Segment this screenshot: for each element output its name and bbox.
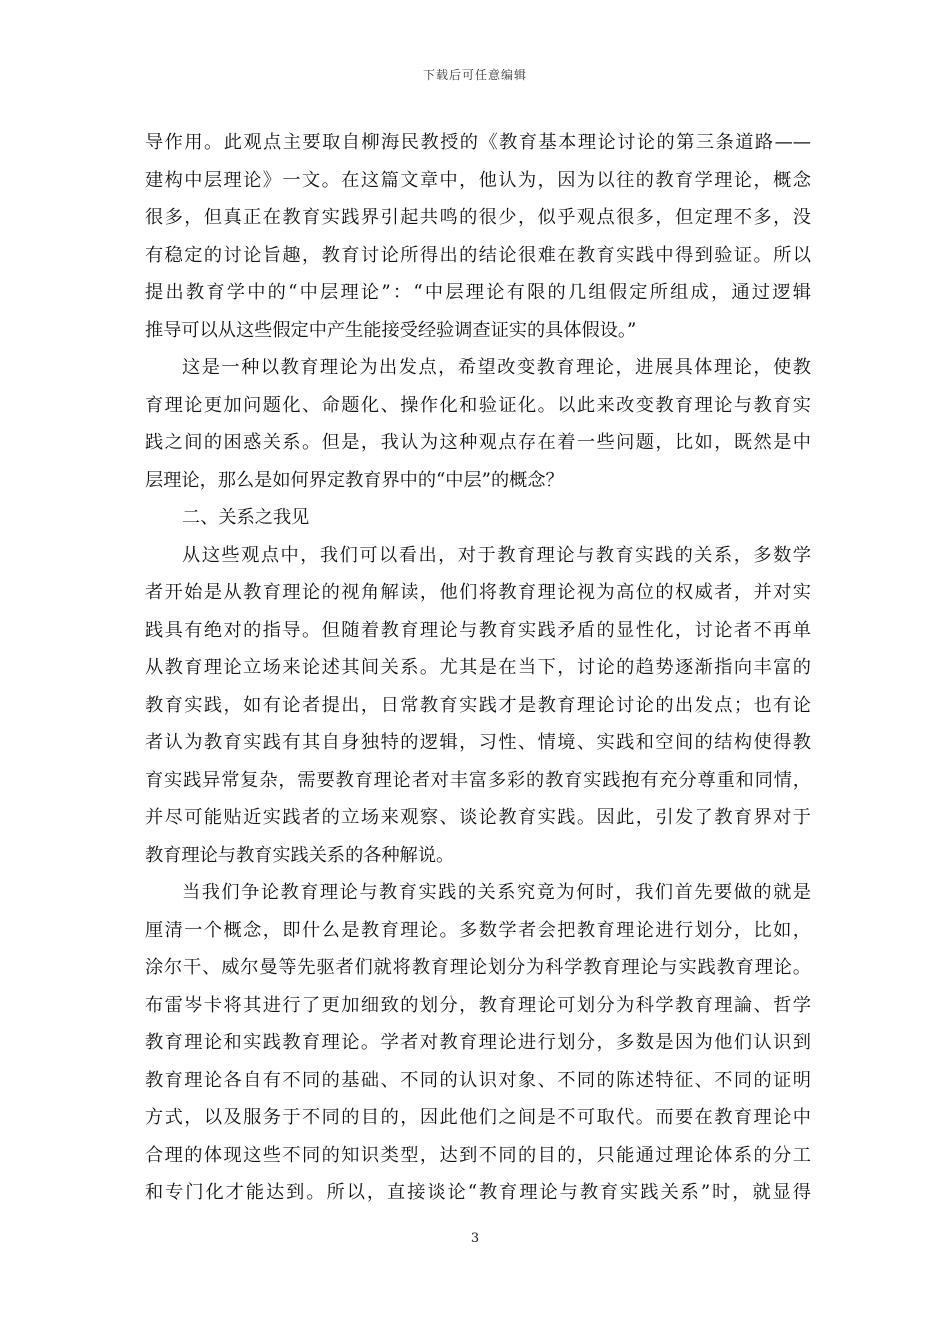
text-line: 建构中层理论》一文。在这篇文章中，他认为，因为以往的教育学理论，概念 (145, 169, 811, 191)
text-line: 推导可以从这些假定中产生能接受经验调查证实的具体假设。” (145, 319, 637, 341)
text-line: 合理的体现这些不同的知识类型，达到不同的目的，只能通过理论体系的分工 (145, 1144, 811, 1166)
text-line: 涂尔干、威尔曼等先驱者们就将教育理论划分为科学教育理论与实践教育理论。 (145, 957, 811, 978)
text-line: 方式，以及服务于不同的目的，因此他们之间是不可取代。而要在教育理论中 (145, 1107, 811, 1128)
text-line: 教育理论各自有不同的基础、不同的认识对象、不同的陈述特征、不同的证明 (145, 1069, 811, 1091)
section-heading: 二、关系之我见 (182, 507, 310, 528)
page-number: 3 (470, 1231, 480, 1246)
text-line: 教育理论与教育实践关系的各种解说。 (145, 844, 455, 866)
text-line: 这是一种以教育理论为出发点，希望改变教育理论，进展具体理论，使教 (182, 357, 811, 378)
text-line: 导作用。此观点主要取自柳海民教授的《教育基本理论讨论的第三条道路—— (145, 132, 811, 153)
text-line: 教育实践，如有论者提出，日常教育实践才是教育理论讨论的出发点；也有论 (145, 694, 811, 716)
document-body (145, 124, 811, 1212)
text-line: 从这些观点中，我们可以看出，对于教育理论与教育实践的关系，多数学 (182, 544, 811, 566)
text-line: 践之间的困惑关系。但是，我认为这种观点存在着一些问题，比如，既然是中 (145, 432, 811, 453)
text-line: 当我们争论教育理论与教育实践的关系究竟为何时，我们首先要做的就是 (182, 882, 811, 903)
text-line: 很多，但真正在教育实践界引起共鸣的很少，似乎观点很多，但定理不多，没 (145, 207, 811, 228)
text-line: 并尽可能贴近实践者的立场来观察、谈论教育实践。因此，引发了教育界对于 (145, 807, 811, 828)
text-line: 提出教育学中的“中层理论”：“中层理论有限的几组假定所组成，通过逻辑 (145, 282, 811, 303)
text-line: 育实践异常复杂，需要教育理论者对丰富多彩的教育实践抱有充分尊重和同情， (145, 769, 811, 791)
text-line: 践具有绝对的指导。但随着教育理论与教育实践矛盾的显性化，讨论者不再单 (145, 619, 811, 641)
text-line: 有稳定的讨论旨趣，教育讨论所得出的结论很难在教育实践中得到验证。所以 (145, 244, 811, 266)
text-line: 从教育理论立场来论述其间关系。尤其是在当下，讨论的趋势逐渐指向丰富的 (145, 657, 811, 678)
text-line: 教育理论和实践教育理论。学者对教育理论进行划分，多数是因为他们认识到 (145, 1032, 811, 1053)
text-line: 育理论更加问题化、命题化、操作化和验证化。以此来改变教育理论与教育实 (145, 394, 811, 416)
text-line: 布雷岑卡将其进行了更加细致的划分，教育理论可划分为科学教育理論、哲学 (145, 994, 811, 1016)
text-line: 者认为教育实践有其自身独特的逻辑，习性、情境、实践和空间的结构使得教 (145, 732, 811, 753)
text-line: 层理论，那么是如何界定教育界中的“中层”的概念？ (145, 469, 564, 491)
page-header: 下载后可任意编辑 (422, 68, 527, 82)
text-line: 和专门化才能达到。所以，直接谈论“教育理论与教育实践关系”时，就显得 (145, 1182, 811, 1203)
text-line: 厘清一个概念，即什么是教育理论。多数学者会把教育理论进行划分，比如， (145, 919, 811, 941)
text-line: 者开始是从教育理论的视角解读，他们将教育理论视为高位的权威者，并对实 (145, 582, 811, 603)
